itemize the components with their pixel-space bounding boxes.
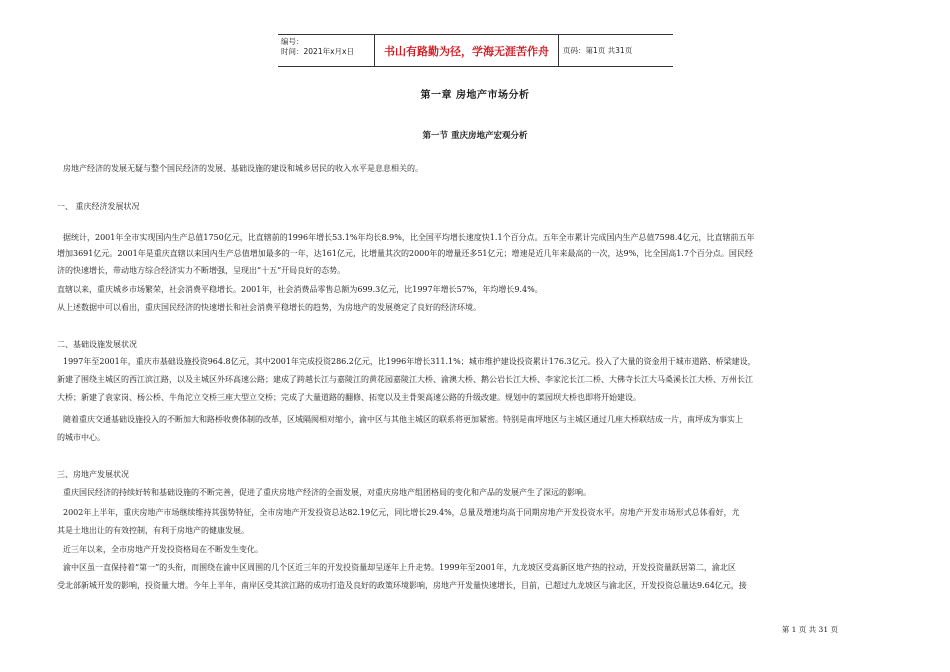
paragraph-line: 从上述数据中可以看出，重庆国民经济的快速增长和社会消费平稳增长的趋势，为房地产的发展奠定了良好的经济环境。 (57, 303, 481, 312)
paragraph-line: 近三年以来，全市房地产开发投资格局在不断发生变化。 (63, 545, 263, 554)
paragraph-line: 新建了围绕主城区的西江滨江路，以及主城区外环高速公路；建成了跨越长江与嘉陵江的黄花园嘉陵江大桥、渝澳大桥、鹅公岩长江大桥、李家沱长江二桥、大佛寺长江大马桑溪长江大桥、万州长江 (57, 375, 753, 384)
paragraph-line: 受北部新城开发的影响，投资量大增。今年上半年，南岸区受其滨江路的成功打造及良好的政策环境影响，房地产开发量快速增长，目前，已超过九龙坡区与渝北区，开发投资总量达9.64亿元，接 (57, 581, 747, 590)
paragraph-line: 其是土地出让的有效控制，有利于房地产的健康发展。 (57, 526, 249, 535)
paragraph-line: 济的快速增长，带动地方综合经济实力不断增强，呈现出“十五”开局良好的态势。 (57, 266, 346, 275)
paragraph-line: 重庆国民经济的持续好转和基础设施的不断完善，促进了重庆房地产经济的全面发展，对重庆房地产组团格局的变化和产品的发展产生了深远的影响。 (63, 488, 591, 497)
header-slogan: 书山有路勤为径，学海无涯苦作舟 (375, 35, 559, 66)
paragraph-line: 渝中区虽一直保持着“第一”的头衔，而围绕在渝中区周围的几个区近三年的开发投资量却呈逐年上升走势。1999年至2001年，九龙坡区受高新区地产热的拉动，开发投资量跃居第二，渝北区 (63, 563, 736, 572)
page-footer: 第 1 页 共 31 页 (781, 625, 838, 634)
heading-real-estate: 三、房地产发展状况 (57, 470, 129, 479)
paragraph-line: 的城市中心。 (57, 433, 105, 442)
page-header (278, 34, 673, 67)
chapter-title: 第一章 房地产市场分析 (420, 90, 530, 101)
heading-infrastructure: 二、基础设施发展状况 (57, 340, 137, 349)
paragraph-line: 房地产经济的发展无疑与整个国民经济的发展、基础设施的建设和城乡居民的收入水平是息息相关的。 (63, 164, 423, 173)
section-title: 第一节 重庆房地产宏观分析 (422, 131, 528, 141)
heading-economy: 一、 重庆经济发展状况 (57, 202, 140, 211)
header-time-label: 时间：2021年x月x日 (281, 47, 354, 56)
header-page-info: 页码：第1页 共31页 (563, 46, 633, 55)
paragraph-line: 直辖以来，重庆城乡市场繁荣，社会消费平稳增长。2001年，社会消费品零售总额为699.3亿元，比1997年增长57%，年均增长9.4%。 (57, 285, 543, 294)
paragraph-line: 增加3691亿元。2001年是重庆直辖以来国内生产总值增加最多的一年，达161亿元，比增量其次的2000年的增量还多51亿元；增速是近几年来最高的一次，达9%，比全国高1.7个百分点。国民经 (57, 249, 753, 258)
paragraph-line: 1997年至2001年，重庆市基础设施投资964.8亿元，其中2001年完成投资286.2亿元，比1996年增长311.1%；城市维护建设投资累计176.3亿元。投入了大量的资金用于城市道路、桥梁建设， (63, 357, 756, 366)
paragraph-line: 据统计，2001年全市实现国内生产总值1750亿元，比直辖前的1996年增长53.1%年均长8.9%，比全国平均增长速度快1.1个百分点。五年全市累计完成国内生产总值7598.4亿元，比直辖前五年 (63, 233, 755, 242)
paragraph-line: 2002年上半年，重庆房地产市场继续维持其强势特征，全市房地产开发投资总达82.19亿元，同比增长29.4%，总量及增速均高于同期房地产开发投资水平。房地产开发市场形式总体看好，尤 (63, 508, 740, 517)
paragraph-line: 随着重庆交通基础设施投入的不断加大和路桥收费体制的改革，区域隔阂相对缩小，渝中区与其他主城区的联系将更加紧密。特别是南坪地区与主城区通过几座大桥联结成一片，南坪成为事实上 (63, 415, 743, 424)
header-meta (278, 35, 375, 66)
paragraph-line: 大桥；新建了袁家岗、杨公桥、牛角沱立交桥三座大型立交桥；完成了大量道路的翻修、拓宽以及主骨架高速公路的升级改建。规划中的菜园坝大桥也即将开始建设。 (57, 393, 641, 402)
header-code-label: 编号： (281, 37, 304, 46)
